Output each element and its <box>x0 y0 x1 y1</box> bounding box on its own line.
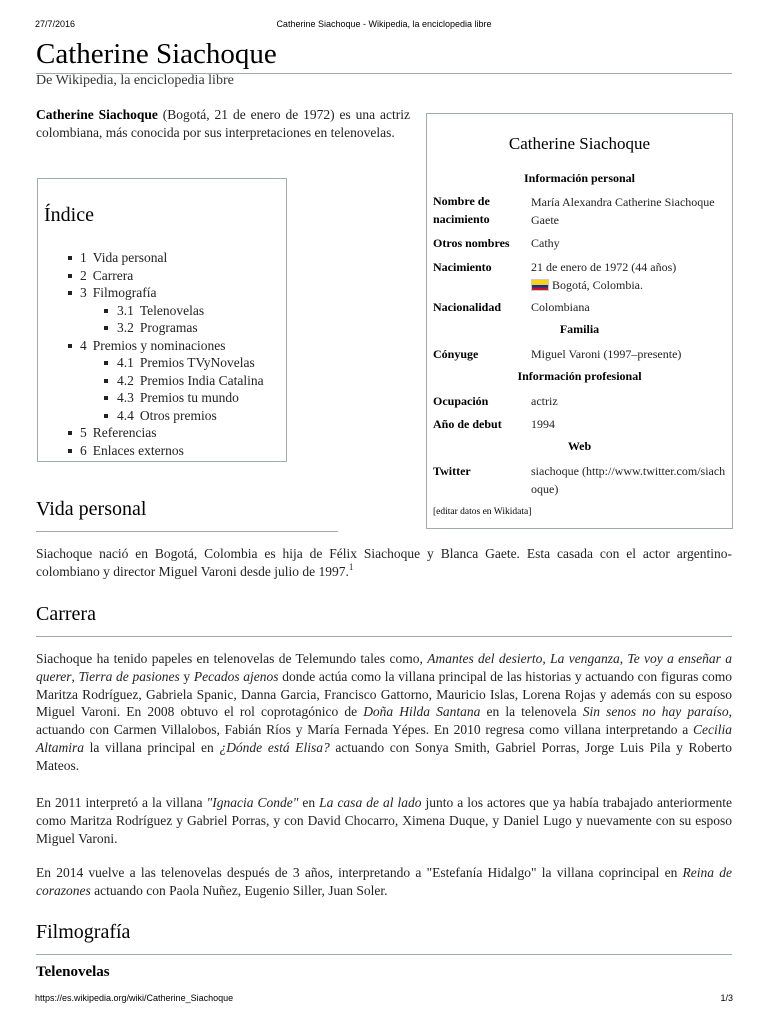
infobox-label-other-names: Otros nombres <box>433 236 510 250</box>
toc-item[interactable]: 1 Vida personal <box>38 249 264 267</box>
heading-divider <box>36 636 732 637</box>
infobox-value-debut: 1994 <box>531 417 555 431</box>
print-header <box>35 19 733 31</box>
toc-item[interactable]: 5 Referencias <box>38 424 264 442</box>
infobox-section-personal: Información personal <box>524 171 635 185</box>
birth-place-row <box>531 276 727 294</box>
paragraph-carrera-2: En 2011 interpretó a la villana "Ignacia Conde" en La casa de al lado junto a los actores que ya había trabajado anteriormente como Maritza Rodríguez y Gabriel Porras, y con David Chocarro, Ximena Duque, y Daniel Lugo y nuevamente con su esposo Miguel Varoni. <box>36 795 732 846</box>
heading-filmografia: Filmografía <box>36 921 131 943</box>
infobox <box>426 113 733 529</box>
page-subtitle: De Wikipedia, la enciclopedia libre <box>36 73 234 88</box>
infobox-value-nationality: Colombiana <box>531 300 590 314</box>
toc-item[interactable]: 4.1 Premios TVyNovelas <box>38 354 264 372</box>
infobox-label-birth: Nacimiento <box>433 260 492 274</box>
toc-title: Índice <box>44 204 94 226</box>
print-doc-title: Catherine Siachoque - Wikipedia, la enciclopedia libre <box>276 19 492 29</box>
infobox-value-occupation[interactable]: actriz <box>531 394 558 408</box>
infobox-label-spouse: Cónyuge <box>433 347 479 361</box>
paragraph-vida-personal: Siachoque nació en Bogotá, Colombia es hija de Félix Siachoque y Blanca Gaete. Esta casada con el actor argentino-colombiano y director Miguel Varoni desde julio de 1997.$^1$ <box>36 546 732 579</box>
toc-item[interactable]: 6 Enlaces externos <box>38 442 264 460</box>
birth-date: 21 de enero de 1972 (44 años) <box>531 260 677 274</box>
print-url: https://es.wikipedia.org/wiki/Catherine_Siachoque <box>35 993 234 1003</box>
infobox-title: Catherine Siachoque <box>508 134 651 153</box>
toc-item[interactable]: 3.1 Telenovelas <box>38 302 264 320</box>
heading-carrera: Carrera <box>36 603 96 625</box>
intro-paragraph <box>36 106 410 142</box>
infobox-label-nationality: Nacionalidad <box>433 300 502 314</box>
infobox-value-twitter[interactable]: siachoque (http://www.twitter.com/siachoque) <box>531 464 726 496</box>
infobox-section-web: Web <box>567 439 592 453</box>
print-date: 27/7/2016 <box>35 19 76 29</box>
print-page-number: 1/3 <box>720 993 733 1003</box>
heading-divider <box>36 954 732 955</box>
infobox-section-family: Familia <box>559 322 600 336</box>
birth-place[interactable]: Bogotá, Colombia. <box>552 278 643 292</box>
heading-divider <box>36 531 338 532</box>
infobox-label-debut: Año de debut <box>433 417 502 431</box>
infobox-value-birth-name: María Alexandra Catherine Siachoque Gaete <box>531 195 715 227</box>
toc-item[interactable]: 3.2 Programas <box>38 319 264 337</box>
infobox-label-birth-name: Nombre de nacimiento <box>433 194 490 226</box>
paragraph-carrera-3: En 2014 vuelve a las telenovelas después de 3 años, interpretando a "Estefanía Hidalgo" la villana coprincipal en Reina de corazones actuando con Paola Nuñez, Eugenio Siller, Juan Soler. <box>36 865 732 898</box>
infobox-section-professional: Información profesional <box>517 369 642 383</box>
table-of-contents <box>37 178 287 462</box>
print-footer <box>35 993 733 1005</box>
heading-telenovelas: Telenovelas <box>36 964 110 980</box>
colombia-flag-icon <box>531 279 549 291</box>
toc-item[interactable]: 2 Carrera <box>38 267 264 285</box>
toc-item[interactable]: 4 Premios y nominaciones <box>38 337 264 355</box>
toc-list <box>38 249 264 459</box>
infobox-value-birth <box>531 258 727 294</box>
edit-wikidata-link[interactable]: [editar datos en Wikidata] <box>433 507 532 517</box>
intro-text: (Bogotá, 21 de enero de 1972) es una actriz colombiana, más conocida por sus interpretaciones en telenovelas. <box>36 107 410 140</box>
infobox-value-spouse[interactable]: Miguel Varoni (1997–presente) <box>531 347 682 361</box>
intro-subject: Catherine Siachoque <box>36 107 158 122</box>
page-title: Catherine Siachoque <box>36 38 277 70</box>
heading-vida-personal: Vida personal <box>36 498 147 520</box>
infobox-label-occupation: Ocupación <box>433 394 489 408</box>
toc-item[interactable]: 4.4 Otros premios <box>38 407 264 425</box>
toc-item[interactable]: 4.3 Premios tu mundo <box>38 389 264 407</box>
reference-link[interactable]: 1 <box>348 561 354 572</box>
paragraph-carrera-1: Siachoque ha tenido papeles en telenovelas de Telemundo tales como, Amantes del desierto, La venganza, Te voy a enseñar a querer, Tierra de pasiones y Pecados ajenos donde actúa como la villana principal de las historias y actuando con figuras como Maritza Rodríguez, Gabriela Spanic, Danna Garcia, Francisco Gattorno, Mauricio Islas, Lorena Rojas y además con su esposo Miguel Varoni. En 2008 obtuvo el rol coprotagónico de Doña Hilda Santana en la telenovela Sin senos no hay paraíso, actuando con Carmen Villalobos, Fabián Ríos y María Fernada Yépes. En 2010 regresa como villana interpretando a Cecilia Altamira la villana principal en ¿Dónde está Elisa? actuando con Sonya Smith, Gabriel Porras, Jorge Luis Pila y Roberto Mateos. <box>36 651 733 773</box>
toc-item[interactable]: 3 Filmografía <box>38 284 264 302</box>
infobox-value-other-names: Cathy <box>531 236 560 250</box>
toc-item[interactable]: 4.2 Premios India Catalina <box>38 372 264 390</box>
infobox-label-twitter: Twitter <box>433 464 471 478</box>
